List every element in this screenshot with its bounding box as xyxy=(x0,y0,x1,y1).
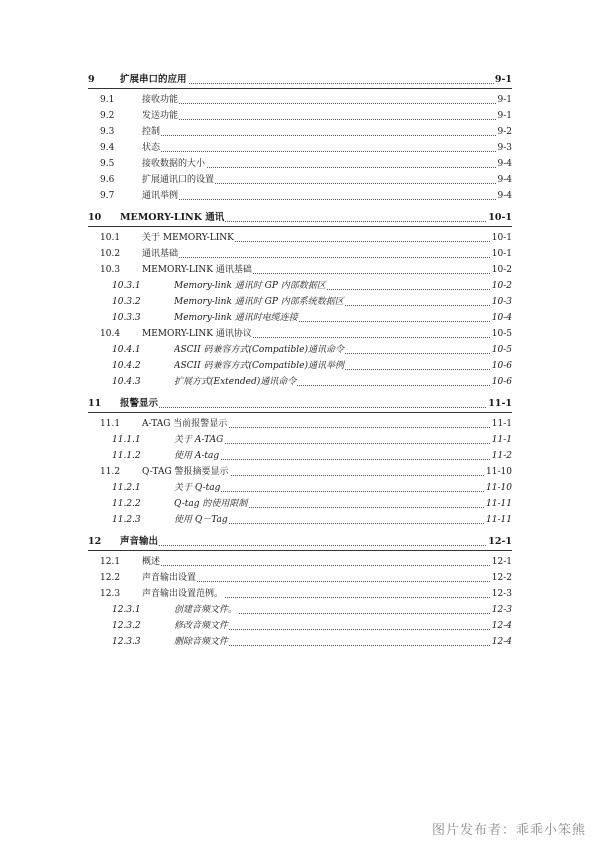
toc-entry[interactable] xyxy=(0,231,600,245)
toc-entry-page: 12-3 xyxy=(491,605,512,615)
toc-entry-title: 状态 xyxy=(142,143,161,153)
toc-entry[interactable] xyxy=(0,173,600,187)
toc-entry-number: 9.2 xyxy=(100,111,115,121)
toc-entry[interactable] xyxy=(0,189,600,203)
toc-entry[interactable] xyxy=(0,465,600,479)
toc-entry-number: 10.4.2 xyxy=(112,361,141,371)
toc-entry-leader xyxy=(142,93,512,107)
toc-entry-title: 报警显示 xyxy=(120,398,159,409)
toc-entry-page: 11-1 xyxy=(491,419,512,429)
toc-entry-number: 9.7 xyxy=(100,191,115,201)
toc-entry-leader xyxy=(120,211,512,225)
toc-entry[interactable] xyxy=(0,619,600,633)
toc-entry-title: 修改音频文件 xyxy=(174,621,229,631)
toc-entry-leader xyxy=(142,109,512,123)
chapter-divider xyxy=(88,88,512,89)
toc-entry-title: 扩展通讯口的设置 xyxy=(142,175,215,185)
toc-entry-title: MEMORY-LINK 通讯 xyxy=(120,212,225,223)
toc-entry[interactable] xyxy=(0,343,600,357)
toc-entry-title: 删除音频文件 xyxy=(174,637,229,647)
toc-entry-title: 使用 Q－Tag xyxy=(174,515,228,525)
toc-entry-leader xyxy=(174,279,512,293)
toc-entry-page: 9-4 xyxy=(497,159,512,169)
toc-entry-number: 10.3.1 xyxy=(112,281,141,291)
toc-entry-title: 接收功能 xyxy=(142,95,179,105)
toc-entry-number: 11.1.2 xyxy=(112,451,141,461)
toc-entry-page: 11-1 xyxy=(491,435,512,445)
toc-entry-leader xyxy=(142,157,512,171)
toc-entry-leader xyxy=(142,263,512,277)
toc-entry-page: 10-2 xyxy=(491,281,512,291)
chapter-divider xyxy=(88,412,512,413)
toc-entry-page: 11-2 xyxy=(491,451,512,461)
toc-entry[interactable] xyxy=(0,587,600,601)
toc-entry-title: 关于 A-TAG xyxy=(174,435,224,445)
toc-entry-number: 9.4 xyxy=(100,143,115,153)
toc-entry-title: A-TAG 当前报警显示 xyxy=(142,419,228,429)
toc-entry-title: 接收数据的大小 xyxy=(142,159,206,169)
toc-entry-page: 10-5 xyxy=(491,345,512,355)
toc-entry[interactable] xyxy=(0,497,600,511)
toc-entry-number: 9.6 xyxy=(100,175,115,185)
toc-entry-title: ASCII 码兼容方式(Compatible)通讯举例 xyxy=(174,361,344,371)
toc-entry-title: Q-TAG 警报摘要显示 xyxy=(142,467,229,477)
toc-entry-title: Memory-link 通讯时 GP 内部数据区 xyxy=(174,281,326,291)
toc-entry-leader xyxy=(174,433,512,447)
toc-entry[interactable] xyxy=(0,535,600,549)
toc-entry-number: 10.3.3 xyxy=(112,313,141,323)
toc-entry-title: 使用 A-tag xyxy=(174,451,220,461)
toc-entry-number: 9.5 xyxy=(100,159,115,169)
toc-entry[interactable] xyxy=(0,635,600,649)
toc-entry-title: 通讯举例 xyxy=(142,191,179,201)
toc-entry-number: 12 xyxy=(88,536,102,547)
toc-entry-leader xyxy=(142,125,512,139)
toc-entry[interactable] xyxy=(0,555,600,569)
toc-entry-title: 扩展方式(Extended)通讯命令 xyxy=(174,377,297,387)
toc-entry-number: 11.1.1 xyxy=(112,435,141,445)
toc-entry-leader xyxy=(174,603,512,617)
toc-entry[interactable] xyxy=(0,295,600,309)
toc-entry-number: 10.4.1 xyxy=(112,345,141,355)
toc-entry[interactable] xyxy=(0,263,600,277)
toc-entry-page: 12-4 xyxy=(491,637,512,647)
toc-entry-page: 10-3 xyxy=(491,297,512,307)
toc-entry-page: 10-1 xyxy=(491,233,512,243)
toc-entry-page: 11-10 xyxy=(486,483,512,493)
toc-entry-number: 12.3.2 xyxy=(112,621,141,631)
toc-entry-number: 9.3 xyxy=(100,127,115,137)
toc-entry-page: 10-1 xyxy=(488,212,512,223)
toc-entry-number: 11.2.3 xyxy=(112,515,141,525)
toc-entry-number: 10.2 xyxy=(100,249,121,259)
toc-entry-page: 9-4 xyxy=(497,175,512,185)
toc-entry-page: 9-1 xyxy=(497,95,512,105)
toc-entry-page: 10-6 xyxy=(491,377,512,387)
toc-entry[interactable] xyxy=(0,481,600,495)
toc-entry[interactable] xyxy=(0,375,600,389)
toc-entry-leader xyxy=(174,449,512,463)
toc-entry-title: Memory-link 通讯时 GP 内部系统数据区 xyxy=(174,297,344,307)
toc-entry-title: MEMORY-LINK 通讯基础 xyxy=(142,265,252,275)
toc-entry-number: 10.1 xyxy=(100,233,121,243)
toc-entry-number: 10.4.3 xyxy=(112,377,141,387)
toc-entry[interactable] xyxy=(0,513,600,527)
toc-entry-leader xyxy=(142,141,512,155)
toc-entry-page: 12-1 xyxy=(491,557,512,567)
toc-entry[interactable] xyxy=(0,157,600,171)
toc-entry-page: 10-2 xyxy=(491,265,512,275)
toc-entry-title: 发送功能 xyxy=(142,111,179,121)
toc-entry[interactable] xyxy=(0,279,600,293)
toc-entry-number: 11 xyxy=(88,398,102,409)
toc-entry-page: 11-11 xyxy=(486,499,512,509)
toc-entry-page: 10-6 xyxy=(491,361,512,371)
toc-entry-page: 9-4 xyxy=(497,191,512,201)
toc-entry-leader xyxy=(142,231,512,245)
publisher-watermark: 图片发布者：乖乖小笨熊 xyxy=(431,823,586,838)
toc-entry-page: 9-3 xyxy=(497,143,512,153)
toc-entry-leader xyxy=(174,619,512,633)
toc-entry-leader xyxy=(174,343,512,357)
toc-entry[interactable] xyxy=(0,327,600,341)
toc-entry[interactable] xyxy=(0,211,600,225)
chapter-divider xyxy=(88,550,512,551)
toc-entry-page: 10-5 xyxy=(491,329,512,339)
toc-entry-leader xyxy=(174,375,512,389)
toc-entry-title: 声音输出设置 xyxy=(142,573,197,583)
toc-entry-leader xyxy=(142,555,512,569)
chapter-divider xyxy=(88,226,512,227)
toc-entry-number: 12.3.1 xyxy=(112,605,141,615)
toc-entry-page: 12-1 xyxy=(488,536,512,547)
toc-entry[interactable] xyxy=(0,397,600,411)
toc-entry-number: 12.3 xyxy=(100,589,121,599)
toc-entry-leader xyxy=(120,397,512,411)
toc-entry[interactable] xyxy=(0,141,600,155)
toc-entry[interactable] xyxy=(0,571,600,585)
toc-entry-leader xyxy=(142,173,512,187)
toc-entry-leader xyxy=(142,587,512,601)
toc-entry-page: 9-1 xyxy=(494,74,512,85)
toc-entry[interactable] xyxy=(0,125,600,139)
toc-entry[interactable] xyxy=(0,311,600,325)
toc-entry-leader xyxy=(142,247,512,261)
toc-entry-title: 扩展串口的应用 xyxy=(120,74,187,85)
toc-entry-page: 10-4 xyxy=(491,313,512,323)
toc-entry-page: 12-4 xyxy=(491,621,512,631)
toc-entry-leader xyxy=(142,327,512,341)
toc-entry-leader xyxy=(142,417,512,431)
toc-entry-leader xyxy=(174,311,512,325)
toc-entry-number: 11.2.1 xyxy=(112,483,141,493)
toc-entry-leader xyxy=(120,535,512,549)
toc-entry-leader xyxy=(174,635,512,649)
toc-entry-page: 11-10 xyxy=(486,467,512,477)
toc-entry-page: 11-1 xyxy=(488,398,512,409)
toc-entry-leader xyxy=(142,189,512,203)
toc-entry-title: Q-tag 的使用限制 xyxy=(174,499,248,509)
toc-entry-page: 11-11 xyxy=(486,515,512,525)
toc-entry[interactable] xyxy=(0,109,600,123)
toc-entry-leader xyxy=(120,73,512,87)
toc-entry-title: ASCII 码兼容方式(Compatible)通讯命令 xyxy=(174,345,344,355)
toc-entry[interactable] xyxy=(0,247,600,261)
toc-entry-page: 10-1 xyxy=(491,249,512,259)
toc-entry-number: 10.4 xyxy=(100,329,121,339)
toc-entry-page: 12-2 xyxy=(491,573,512,583)
toc-entry[interactable] xyxy=(0,433,600,447)
toc-entry-title: MEMORY-LINK 通讯协议 xyxy=(142,329,252,339)
toc-entry-number: 12.1 xyxy=(100,557,121,567)
toc-entry-number: 12.3.3 xyxy=(112,637,141,647)
toc-entry-title: 声音输出设置范例。 xyxy=(142,589,224,599)
toc-entry-number: 11.2 xyxy=(100,467,121,477)
toc-entry-number: 11.1 xyxy=(100,419,121,429)
toc-entry[interactable] xyxy=(0,417,600,431)
toc-entry-number: 9 xyxy=(88,74,95,85)
toc-entry-number: 12.2 xyxy=(100,573,121,583)
toc-entry-title: Memory-link 通讯时电缆连接 xyxy=(174,313,298,323)
toc-entry-number: 10.3 xyxy=(100,265,121,275)
toc-entry-number: 9.1 xyxy=(100,95,115,105)
toc-entry-page: 12-3 xyxy=(491,589,512,599)
toc-entry-page: 9-2 xyxy=(497,127,512,137)
toc-entry[interactable] xyxy=(0,449,600,463)
toc-entry[interactable] xyxy=(0,603,600,617)
toc-entry-leader xyxy=(174,481,512,495)
toc-entry[interactable] xyxy=(0,73,600,87)
toc-entry[interactable] xyxy=(0,93,600,107)
toc-entry-page: 9-1 xyxy=(497,111,512,121)
toc-entry-leader xyxy=(174,359,512,373)
toc-entry-leader xyxy=(174,497,512,511)
toc-entry-title: 声音输出 xyxy=(120,536,159,547)
toc-entry-title: 关于 MEMORY-LINK xyxy=(142,233,234,243)
toc-entry-title: 创建音频文件。 xyxy=(174,605,238,615)
toc-entry-number: 11.2.2 xyxy=(112,499,141,509)
toc-entry-title: 通讯基础 xyxy=(142,249,179,259)
toc-entry-title: 控制 xyxy=(142,127,161,137)
toc-entry[interactable] xyxy=(0,359,600,373)
toc-entry-number: 10.3.2 xyxy=(112,297,141,307)
toc-entry-leader xyxy=(174,513,512,527)
toc-entry-title: 概述 xyxy=(142,557,161,567)
toc-entry-number: 10 xyxy=(88,212,102,223)
toc-entry-title: 关于 Q-tag xyxy=(174,483,221,493)
toc-entry-leader xyxy=(142,571,512,585)
toc-entry-leader xyxy=(174,295,512,309)
toc-entry-leader xyxy=(142,465,512,479)
